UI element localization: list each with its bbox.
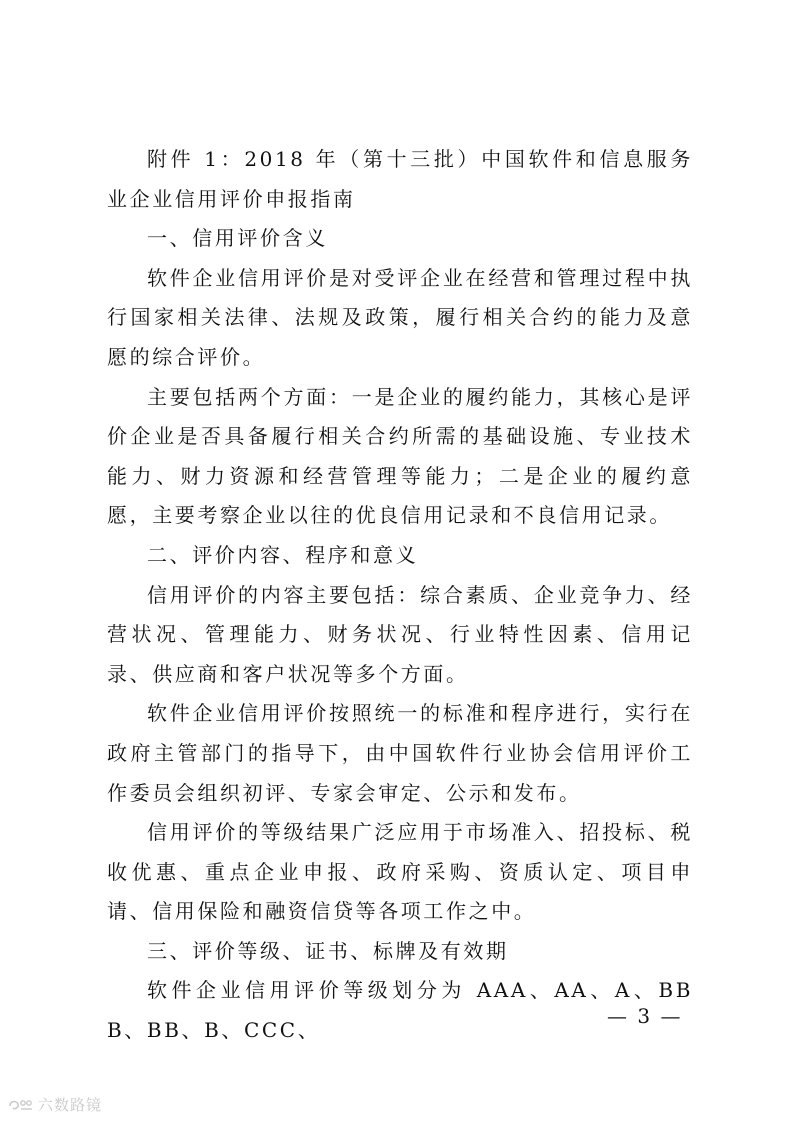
page-number: — 3 — <box>607 1004 683 1028</box>
document-body <box>107 140 693 1051</box>
attachment-title: 附件 1：2018 年（第十三批）中国软件和信息服务业企业信用评价申报指南 <box>107 147 693 211</box>
paragraph-significance: 信用评价的等级结果广泛应用于市场准入、招投标、税收优惠、重点企业申报、政府采购、资质认定、项目申请、信用保险和融资信贷等各项工作之中。 <box>107 820 693 924</box>
paragraph-grades: 软件企业信用评价等级划分为 AAA、AA、A、BBB、BB、B、CCC、 <box>107 978 693 1043</box>
paragraph-procedure: 软件企业信用评价按照统一的标准和程序进行，实行在政府主管部门的指导下，由中国软件行业协会信用评价工作委员会组织初评、专家会审定、公示和发布。 <box>107 701 693 805</box>
paragraph-definition: 软件企业信用评价是对受评企业在经营和管理过程中执行国家相关法律、法规及政策，履行相关合约的能力及意愿的综合评价。 <box>107 265 693 369</box>
watermark-text: 六数路镜 <box>38 1096 103 1114</box>
section-heading-3: 三、评价等级、证书、标牌及有效期 <box>147 938 509 963</box>
section-heading-1: 一、信用评价含义 <box>147 226 328 251</box>
section-heading-2: 二、评价内容、程序和意义 <box>147 542 419 567</box>
paragraph-two-aspects: 主要包括两个方面：一是企业的履约能力，其核心是评价企业是否具备履行相关合约所需的基础设施、专业技术能力、财力资源和经营管理等能力；二是企业的履约意愿，主要考察企业以往的优良信用记录和不良信用记录。 <box>107 384 693 528</box>
watermark <box>8 1094 102 1115</box>
logo-mark-icon <box>8 1097 34 1113</box>
paragraph-content: 信用评价的内容主要包括：综合素质、企业竞争力、经营状况、管理能力、财务状况、行业特性因素、信用记录、供应商和客户状况等多个方面。 <box>107 582 693 686</box>
